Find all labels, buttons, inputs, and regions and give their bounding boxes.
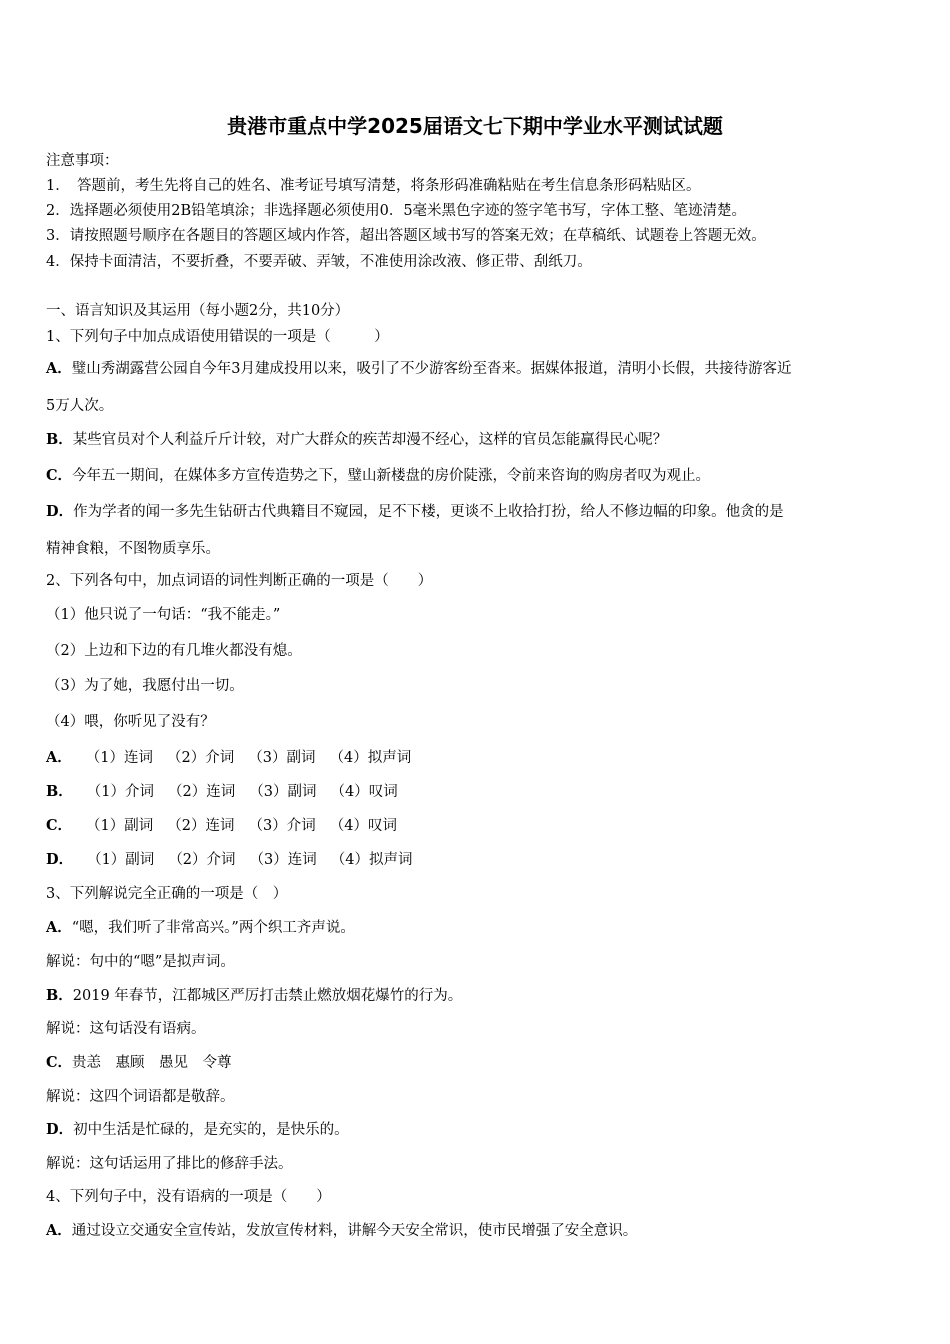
option-part: （2）介词 bbox=[168, 852, 236, 868]
q2-sentence-1: （1）他只说了一句话：“我不能走。” bbox=[46, 607, 281, 623]
q2-option-a bbox=[46, 748, 425, 768]
notice-item-3: 3．请按照题号顺序在各题目的答题区域内作答，超出答题区域书写的答案无效；在草稿纸、试题卷上答题无效。 bbox=[46, 228, 766, 244]
option-label: D． bbox=[46, 503, 74, 520]
q1-option-a-cont: 5万人次。 bbox=[46, 398, 114, 414]
option-text: 璧山秀湖露营公园自今年3月建成投用以来，吸引了不少游客纷至沓来。据媒体报道，清明小长假，共接待游客近 bbox=[71, 361, 792, 377]
q4-stem: 4、下列句子中，没有语病的一项是（ ） bbox=[46, 1189, 331, 1205]
q1-option-a bbox=[46, 359, 792, 379]
q3-explanation-b: 解说：这句话没有语病。 bbox=[46, 1021, 206, 1037]
q3-option-b bbox=[46, 986, 462, 1006]
option-label: C． bbox=[46, 817, 73, 834]
option-label: D． bbox=[46, 1121, 74, 1138]
q1-option-b bbox=[46, 430, 667, 450]
q2-sentence-2: （2）上边和下边的有几堆火都没有熄。 bbox=[46, 643, 302, 659]
option-part: （1）副词 bbox=[86, 818, 154, 834]
q2-option-b bbox=[46, 782, 412, 802]
option-part: （3）连词 bbox=[249, 852, 317, 868]
q3-explanation-a: 解说：句中的“嗯”是拟声词。 bbox=[46, 954, 235, 970]
option-part: （1）副词 bbox=[87, 852, 155, 868]
option-part: （3）介词 bbox=[248, 818, 316, 834]
q1-option-c bbox=[46, 466, 710, 486]
q3-option-c bbox=[46, 1053, 232, 1073]
q2-option-d bbox=[46, 850, 427, 870]
q3-explanation-d: 解说：这句话运用了排比的修辞手法。 bbox=[46, 1156, 293, 1172]
section-heading: 一、语言知识及其运用（每小题2分，共10分） bbox=[46, 303, 350, 319]
q3-option-a bbox=[46, 918, 355, 938]
option-label: B． bbox=[46, 783, 73, 800]
q3-stem: 3、下列解说完全正确的一项是（ ） bbox=[46, 886, 288, 902]
notice-item-2: 2．选择题必须使用2B铅笔填涂；非选择题必须使用0．5毫米黑色字迹的签字笔书写，字体工整、笔迹清楚。 bbox=[46, 203, 747, 219]
option-part: （4）拟声词 bbox=[329, 750, 412, 766]
q2-stem: 2、下列各句中，加点词语的词性判断正确的一项是（ ） bbox=[46, 573, 433, 589]
notice-item-4: 4．保持卡面清洁，不要折叠，不要弄破、弄皱，不准使用涂改液、修正带、刮纸刀。 bbox=[46, 254, 592, 270]
notice-item-1: 1． 答题前，考生先将自己的姓名、准考证号填写清楚，将条形码准确粘贴在考生信息条形码粘贴区。 bbox=[46, 178, 701, 194]
q2-sentence-4: （4）喂，你听见了没有？ bbox=[46, 714, 215, 730]
option-part: （4）叹词 bbox=[330, 784, 398, 800]
option-text: “嗯，我们听了非常高兴。”两个织工齐声说。 bbox=[71, 920, 355, 936]
option-label: C． bbox=[46, 467, 73, 484]
q1-stem: 1、下列句子中加点成语使用错误的一项是（ ） bbox=[46, 329, 389, 345]
option-part: （3）副词 bbox=[249, 784, 317, 800]
q3-option-d bbox=[46, 1120, 349, 1140]
option-text: 作为学者的闻一多先生钻研古代典籍目不窥园，足不下楼，更谈不上收拾打扮，给人不修边幅的印象。他贪的是 bbox=[73, 504, 784, 520]
option-label: A． bbox=[46, 749, 72, 766]
option-text: 2019 年春节，江都城区严厉打击禁止燃放烟花爆竹的行为。 bbox=[72, 988, 463, 1004]
q2-sentence-3: （3）为了她，我愿付出一切。 bbox=[46, 678, 244, 694]
option-part: （4）叹词 bbox=[329, 818, 397, 834]
option-part: （2）介词 bbox=[167, 750, 235, 766]
option-text: 初中生活是忙碌的，是充实的，是快乐的。 bbox=[73, 1122, 349, 1138]
option-text: 通过设立交通安全宣传站，发放宣传材料，讲解今天安全常识，使市民增强了安全意识。 bbox=[71, 1223, 638, 1239]
option-label: B． bbox=[46, 987, 73, 1004]
option-label: B． bbox=[46, 431, 73, 448]
q1-option-d bbox=[46, 502, 784, 522]
q2-option-c bbox=[46, 816, 411, 836]
option-part: （3）副词 bbox=[248, 750, 316, 766]
option-text: 今年五一期间，在媒体多方宣传造势之下，璧山新楼盘的房价陡涨，令前来咨询的购房者叹为观止。 bbox=[72, 468, 711, 484]
option-part: （1）连词 bbox=[85, 750, 153, 766]
option-text: 贵恙 惠顾 愚见 令尊 bbox=[72, 1055, 232, 1071]
option-part: （2）连词 bbox=[168, 784, 236, 800]
option-text: 某些官员对个人利益斤斤计较，对广大群众的疾苦却漫不经心，这样的官员怎能赢得民心呢？ bbox=[72, 432, 668, 448]
q1-option-d-cont: 精神食粮，不图物质享乐。 bbox=[46, 541, 220, 557]
option-label: A． bbox=[46, 360, 72, 377]
notice-heading: 注意事项： bbox=[46, 153, 119, 169]
option-part: （1）介词 bbox=[86, 784, 154, 800]
option-label: A． bbox=[46, 919, 72, 936]
page-title: 贵港市重点中学2025届语文七下期中学业水平测试试题 bbox=[227, 114, 723, 138]
option-label: C． bbox=[46, 1054, 73, 1071]
q3-explanation-c: 解说：这四个词语都是敬辞。 bbox=[46, 1089, 235, 1105]
q4-option-a bbox=[46, 1221, 637, 1241]
option-label: D． bbox=[46, 851, 74, 868]
option-label: A． bbox=[46, 1222, 72, 1239]
option-part: （4）拟声词 bbox=[330, 852, 413, 868]
option-part: （2）连词 bbox=[167, 818, 235, 834]
